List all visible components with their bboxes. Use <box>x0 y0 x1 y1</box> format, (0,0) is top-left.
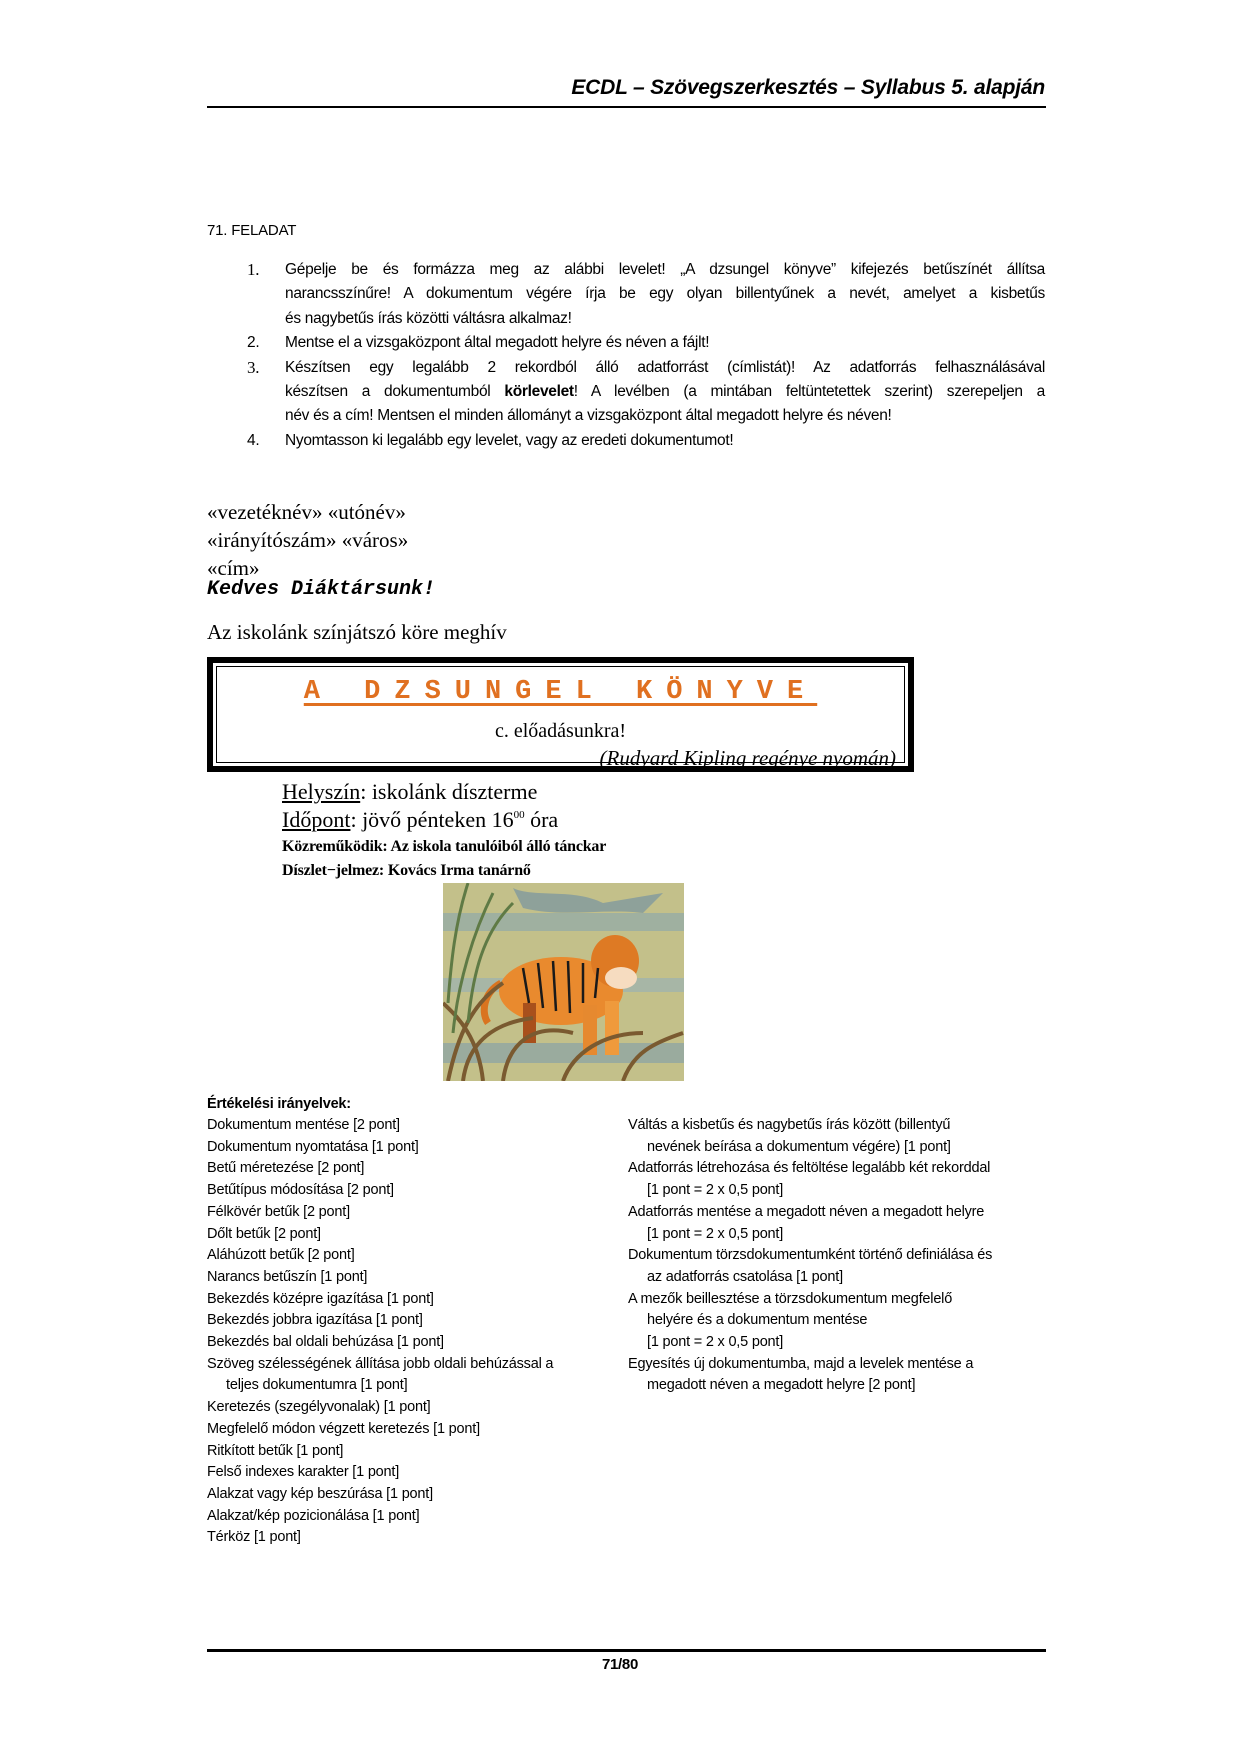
task-list <box>247 258 1045 453</box>
tiger-image-icon <box>443 883 684 1081</box>
play-subtitle: c. előadásunkra! <box>494 720 627 742</box>
time-line <box>282 807 558 833</box>
venue-label: Helyszín <box>282 779 361 804</box>
evaluation-item-line: Bekezdés bal oldali behúzása [1 pont] <box>207 1334 444 1351</box>
greeting: Kedves Diáktársunk! <box>207 578 436 601</box>
costume-line: Díszlet−jelmez: Kovács Irma tanárnő <box>282 862 531 879</box>
task-item-4 <box>247 429 1045 453</box>
task-item-2 <box>247 331 1045 355</box>
evaluation-item <box>207 1462 607 1484</box>
time-label: Időpont <box>282 807 351 832</box>
page-number: 71/80 <box>601 1656 639 1673</box>
evaluation-item-line: A mezők beillesztése a törzsdokumentum megfelelő <box>628 1290 953 1307</box>
header-title: ECDL – Szövegszerkesztés – Syllabus 5. alapján <box>571 76 1045 99</box>
evaluation-item <box>207 1245 607 1267</box>
evaluation-item-line: [1 pont = 2 x 0,5 pont] <box>647 1225 784 1242</box>
evaluation-item-line: nevének beírása a dokumentum végére) [1 pont] <box>647 1138 951 1155</box>
evaluation-item-line: Alakzat vagy kép beszúrása [1 pont] <box>207 1485 433 1502</box>
evaluation-item-line: Betűtípus módosítása [2 pont] <box>207 1182 394 1199</box>
evaluation-item-line: Narancs betűszín [1 pont] <box>207 1268 368 1285</box>
evaluation-item <box>207 1397 607 1419</box>
task-text: ! A levélben (a mintában feltüntetettek szerint) szerepeljen a <box>573 383 1046 401</box>
task-number: 2. <box>247 334 260 352</box>
evaluation-item <box>628 1354 1048 1397</box>
evaluation-item-line: Dokumentum nyomtatása [1 pont] <box>207 1138 419 1155</box>
task-text-line: név és a cím! Mentsen el minden állományt a vizsgaközpont által megadott helyre és néven! <box>285 407 892 425</box>
task-item-3 <box>247 356 1045 429</box>
evaluation-item <box>207 1115 607 1137</box>
task-text-line: Nyomtasson ki legalább egy levelet, vagy az eredeti dokumentumot! <box>285 431 734 449</box>
task-text-line: és nagybetűs írás közötti váltásra alkalmaz! <box>285 309 572 327</box>
task-text-line: Gépelje be és formázza meg az alábbi levelet! „A dzsungel könyve” kifejezés betűszínét állítsa <box>285 261 1045 278</box>
task-text: készítsen a dokumentumból <box>285 383 505 401</box>
time-value: : jövő pénteken 16 <box>350 807 514 832</box>
evaluation-item <box>628 1202 1048 1245</box>
evaluation-item-line: Keretezés (szegélyvonalak) [1 pont] <box>207 1399 431 1416</box>
evaluation-item-line: Bekezdés jobbra igazítása [1 pont] <box>207 1312 423 1329</box>
task-text-line <box>285 380 1045 404</box>
evaluation-item-line: helyére és a dokumentum mentése <box>647 1312 868 1329</box>
evaluation-item <box>207 1224 607 1246</box>
evaluation-item-line: Bekezdés középre igazítása [1 pont] <box>207 1290 434 1307</box>
play-author: (Rudyard Kipling regénye nyomán) <box>599 746 896 770</box>
evaluation-title: Értékelési irányelvek: <box>207 1096 351 1112</box>
evaluation-item <box>207 1289 607 1311</box>
title-box-inner-border <box>216 666 905 770</box>
evaluation-item-line: megadott néven a megadott helyre [2 pont] <box>647 1377 916 1394</box>
intro-text: Az iskolánk színjátszó köre meghív <box>207 620 507 644</box>
task-text-line: Készítsen egy legalább 2 rekordból álló adatforrást (címlistát)! Az adatforrás felhasználásával <box>285 358 1045 376</box>
evaluation-item <box>628 1289 1048 1354</box>
evaluation-item-line: Váltás a kisbetűs és nagybetűs írás között (billentyű <box>628 1117 951 1133</box>
time-suffix: óra <box>524 807 559 832</box>
evaluation-item <box>207 1527 607 1549</box>
evaluation-item <box>207 1180 607 1202</box>
tiger-leg <box>605 1001 619 1055</box>
title-box <box>207 657 914 772</box>
evaluation-right-column <box>628 1115 1048 1397</box>
evaluation-item <box>207 1310 607 1332</box>
evaluation-item-line: az adatforrás csatolása [1 pont] <box>647 1268 843 1285</box>
evaluation-item-line: Dőlt betűk [2 pont] <box>207 1225 321 1242</box>
evaluation-item <box>207 1158 607 1180</box>
merge-field-zip-city: «irányítószám» «város» <box>207 528 409 552</box>
evaluation-item-line: Megfelelő módon végzett keretezés [1 pont] <box>207 1420 480 1437</box>
venue-value: : iskolánk díszterme <box>360 779 538 804</box>
tiger-muzzle <box>605 967 637 989</box>
venue-line <box>282 779 537 805</box>
header-rule <box>207 106 1046 108</box>
evaluation-item <box>207 1137 607 1159</box>
evaluation-item-line: Dokumentum mentése [2 pont] <box>207 1117 400 1133</box>
evaluation-item-line: Térköz [1 pont] <box>207 1529 301 1546</box>
task-text-bold: körlevelet <box>504 383 574 401</box>
evaluation-item <box>207 1332 607 1354</box>
evaluation-item-line: Alakzat/kép pozicionálása [1 pont] <box>207 1507 420 1524</box>
evaluation-item <box>628 1115 1048 1158</box>
task-number: 4. <box>247 431 260 449</box>
play-title <box>217 677 904 707</box>
evaluation-item-line: Aláhúzott betűk [2 pont] <box>207 1247 355 1264</box>
task-number: 3. <box>247 357 260 377</box>
time-superscript: 00 <box>513 809 525 821</box>
play-title-text: A DZSUNGEL KÖNYVE <box>303 677 818 707</box>
evaluation-item-line: Betű méretezése [2 pont] <box>207 1160 365 1177</box>
evaluation-item <box>628 1245 1048 1288</box>
evaluation-item-line: Dokumentum törzsdokumentumként történő definiálása és <box>628 1247 993 1264</box>
evaluation-item <box>207 1506 607 1528</box>
evaluation-item-line: Felső indexes karakter [1 pont] <box>207 1464 400 1481</box>
evaluation-item-line: Adatforrás létrehozása és feltöltése legalább két rekorddal <box>628 1160 991 1177</box>
evaluation-item <box>207 1419 607 1441</box>
task-item-1 <box>247 258 1045 331</box>
evaluation-item <box>207 1441 607 1463</box>
evaluation-item-line: [1 pont = 2 x 0,5 pont] <box>647 1182 784 1199</box>
contributors-line: Közreműködik: Az iskola tanulóiból álló tánckar <box>282 838 607 855</box>
merge-field-address: «cím» <box>207 556 260 580</box>
evaluation-item <box>207 1202 607 1224</box>
evaluation-item-line: Félkövér betűk [2 pont] <box>207 1203 350 1220</box>
evaluation-item-line: teljes dokumentumra [1 pont] <box>226 1377 408 1394</box>
footer-rule <box>207 1649 1046 1652</box>
evaluation-item-line: Adatforrás mentése a megadott néven a megadott helyre <box>628 1203 985 1220</box>
task-title: 71. FELADAT <box>207 222 297 239</box>
evaluation-item-line: Szöveg szélességének állítása jobb oldali behúzással a <box>207 1355 554 1372</box>
task-text-line: narancsszínűre! A dokumentum végére írja be egy olyan billentyűnek a nevét, amelyet a kisbetűs <box>285 285 1045 303</box>
task-number: 1. <box>247 260 260 279</box>
evaluation-item-line: Ritkított betűk [1 pont] <box>207 1442 344 1459</box>
task-text-line: Mentse el a vizsgaközpont által megadott helyre és néven a fájlt! <box>285 334 710 352</box>
merge-field-name: «vezetéknév» «utónév» <box>207 500 406 524</box>
evaluation-item <box>628 1158 1048 1201</box>
evaluation-left-column <box>207 1115 607 1549</box>
evaluation-item-line: Egyesítés új dokumentumba, majd a levelek mentése a <box>628 1355 974 1372</box>
evaluation-item-line: [1 pont = 2 x 0,5 pont] <box>647 1334 784 1351</box>
evaluation-item <box>207 1484 607 1506</box>
evaluation-item <box>207 1354 607 1397</box>
evaluation-item <box>207 1267 607 1289</box>
